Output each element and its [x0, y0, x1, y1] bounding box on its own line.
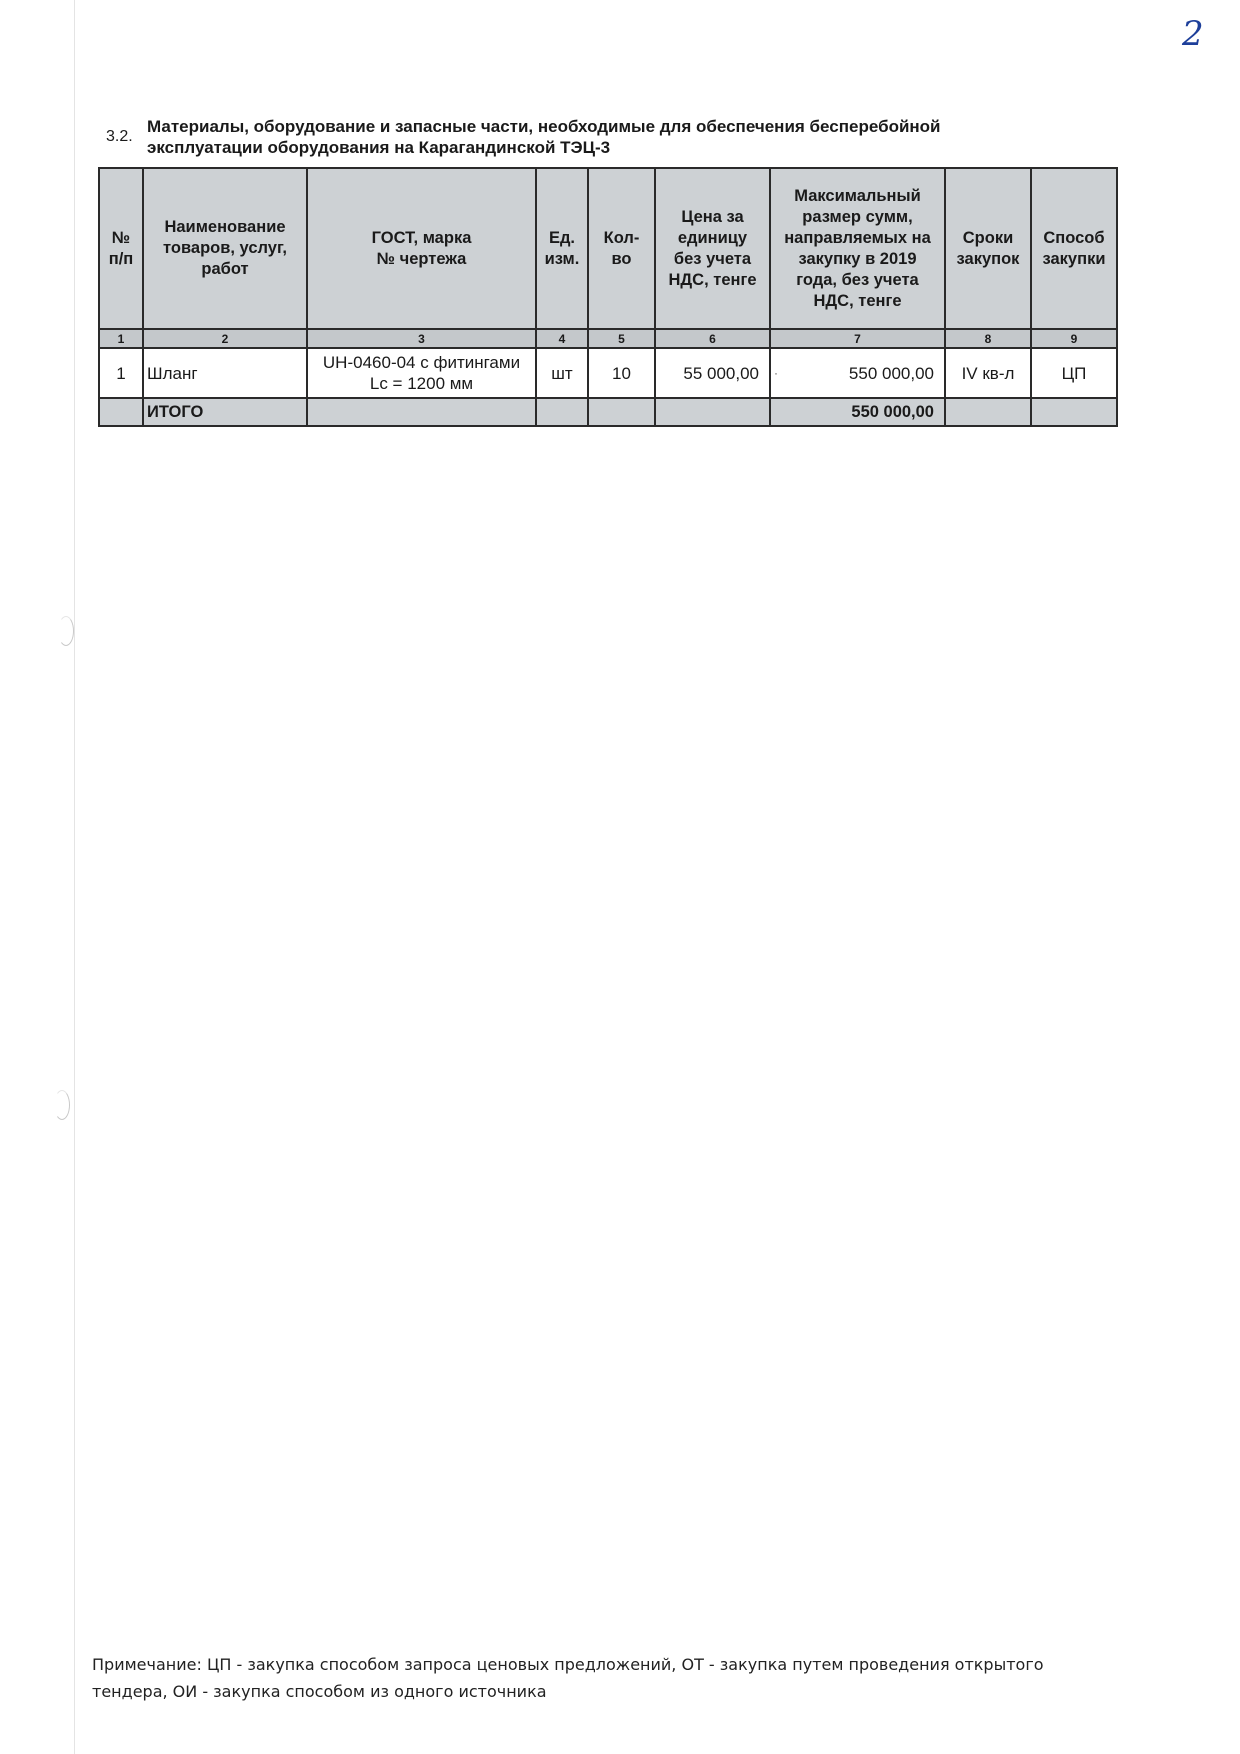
punch-hole-mark	[58, 616, 74, 646]
header-quantity: Кол- во	[588, 168, 655, 329]
punch-hole-mark	[54, 1090, 70, 1120]
section-title-line: эксплуатации оборудования на Карагандинской ТЭЦ-3	[147, 138, 611, 157]
column-number: 5	[588, 329, 655, 348]
cell-method: ЦП	[1031, 348, 1117, 398]
header-number: № п/п	[99, 168, 143, 329]
scan-mark: ·	[774, 365, 778, 380]
total-empty-cell	[945, 398, 1031, 426]
total-empty-cell	[307, 398, 536, 426]
table-row	[99, 348, 1117, 398]
header-gost: ГОСТ, марка № чертежа	[307, 168, 536, 329]
footnote: Примечание: ЦП - закупка способом запроса ценовых предложений, ОТ - закупка путем проведения открытого тендера, ОИ - закупка способом из одного источника	[92, 1655, 1044, 1701]
column-number: 1	[99, 329, 143, 348]
section-title	[147, 116, 1047, 158]
header-method: Способ закупки	[1031, 168, 1117, 329]
total-empty-cell	[99, 398, 143, 426]
procurement-table	[98, 167, 1118, 427]
cell-gost: UH-0460-04 с фитингами Lc = 1200 мм	[307, 348, 536, 398]
total-empty-cell	[588, 398, 655, 426]
handwritten-page-number: 2	[1182, 14, 1204, 54]
cell-unit: шт	[536, 348, 588, 398]
total-value: 550 000,00	[770, 398, 945, 426]
cell-terms: IV кв-л	[945, 348, 1031, 398]
total-empty-cell	[1031, 398, 1117, 426]
header-unit: Ед. изм.	[536, 168, 588, 329]
column-number: 8	[945, 329, 1031, 348]
total-row	[99, 398, 1117, 426]
cell-name: Шланг	[143, 348, 307, 398]
header-max-amount: Максимальный размер сумм, направляемых на закупку в 2019 года, без учета НДС, тенге	[770, 168, 945, 329]
table-header-row	[99, 168, 1117, 329]
cell-max-amount-value: 550 000,00	[848, 363, 934, 383]
column-number: 3	[307, 329, 536, 348]
section-number: 3.2.	[106, 128, 133, 145]
cell-quantity: 10	[588, 348, 655, 398]
header-unit-price: Цена за единицу без учета НДС, тенге	[655, 168, 770, 329]
column-number: 9	[1031, 329, 1117, 348]
total-empty-cell	[536, 398, 588, 426]
column-number: 2	[143, 329, 307, 348]
header-name: Наименование товаров, услуг, работ	[143, 168, 307, 329]
total-label: ИТОГО	[143, 398, 307, 426]
column-number: 7	[770, 329, 945, 348]
header-terms: Сроки закупок	[945, 168, 1031, 329]
cell-max-amount	[770, 348, 945, 398]
section-title-line: Материалы, оборудование и запасные части, необходимые для обеспечения бесперебойной	[147, 117, 941, 136]
column-number: 4	[536, 329, 588, 348]
column-number: 6	[655, 329, 770, 348]
page-edge	[74, 0, 75, 1754]
cell-unit-price: 55 000,00	[655, 348, 770, 398]
cell-number: 1	[99, 348, 143, 398]
total-empty-cell	[655, 398, 770, 426]
column-number-row	[99, 329, 1117, 348]
